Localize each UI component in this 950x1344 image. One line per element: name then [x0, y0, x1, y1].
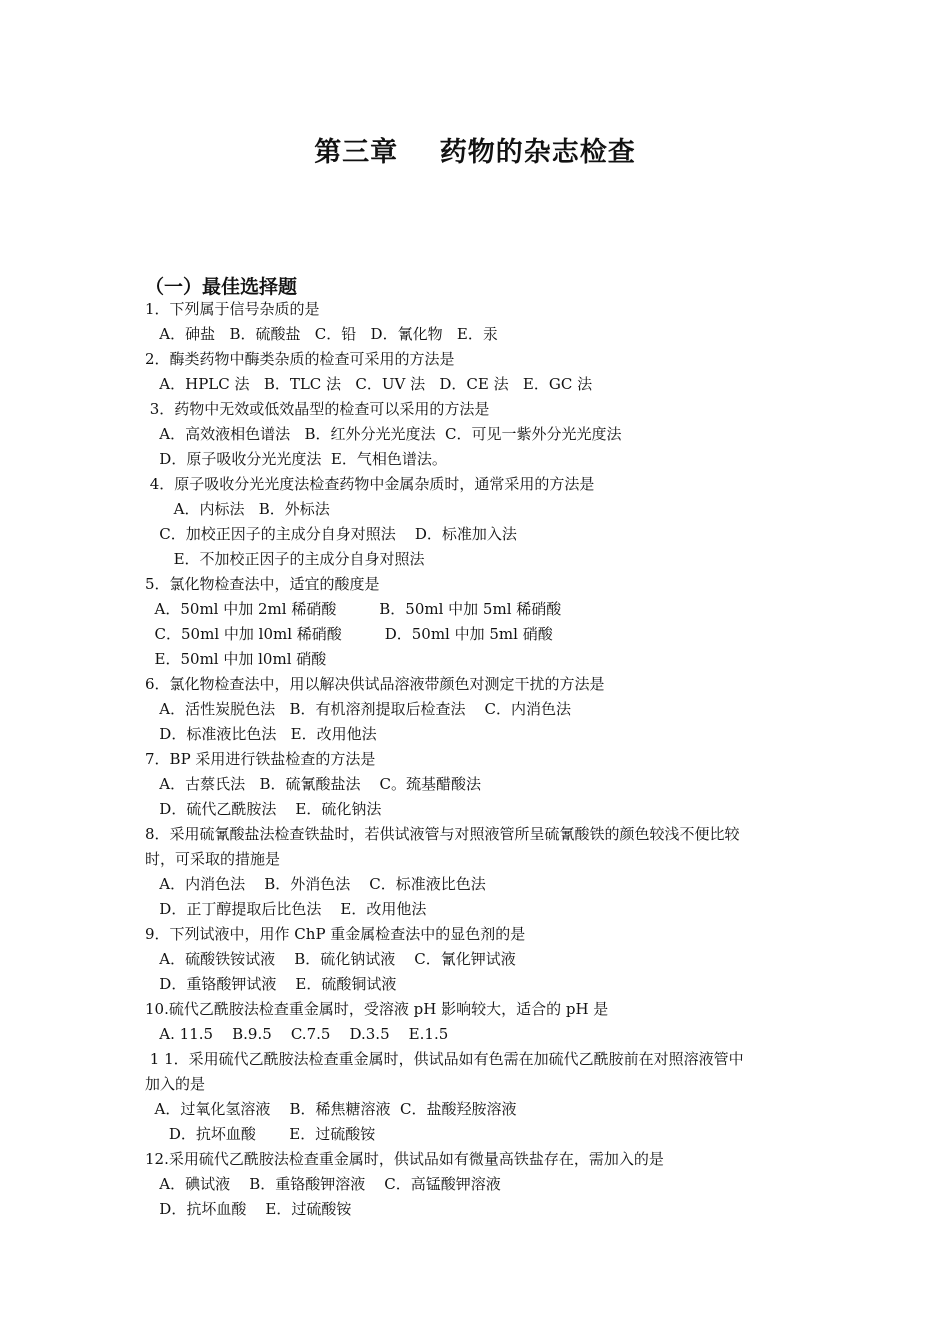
question-stem: 10.硫代乙酰胺法检查重金属时，受溶液 pH 影响较大，适合的 pH 是: [145, 1000, 609, 1018]
question-item: [145, 397, 810, 472]
option-line: A．活性炭脱色法 B．有机溶剂提取后检查法 C．内消色法: [145, 700, 572, 718]
question-stem-continued: 时，可采取的措施是: [145, 850, 281, 868]
question-stem: 1．下列属于信号杂质的是: [145, 300, 320, 318]
option-line: A．硫酸铁铵试液 B．硫化钠试液 C．氰化钾试液: [145, 950, 516, 968]
option-line: D．重铬酸钾试液 E．硫酸铜试液: [145, 975, 397, 993]
option-line: E．50ml 中加 l0ml 硝酸: [145, 650, 327, 668]
option-line: A．过氧化氢溶液 B．稀焦糖溶液 C．盐酸羟胺溶液: [145, 1100, 517, 1118]
question-stem: 2．酶类药物中酶类杂质的检查可采用的方法是: [145, 350, 455, 368]
option-line: C．加校正因子的主成分自身对照法 D．标准加入法: [145, 525, 517, 543]
option-line: A．50ml 中加 2ml 稀硝酸 B．50ml 中加 5ml 稀硝酸: [145, 600, 562, 618]
option-line: A．内标法 B．外标法: [145, 500, 330, 518]
option-line: A．碘试液 B．重铬酸钾溶液 C．高锰酸钾溶液: [145, 1175, 501, 1193]
question-item: [145, 997, 810, 1047]
question-stem: 8．采用硫氰酸盐法检查铁盐时，若供试液管与对照液管所呈硫氰酸铁的颜色较浅不便比较: [145, 825, 740, 843]
option-line: D．标准液比色法 E．改用他法: [145, 725, 377, 743]
option-line: A．高效液相色谱法 B．红外分光光度法 C．可见一紫外分光光度法: [145, 425, 622, 443]
question-item: [145, 297, 810, 347]
section-heading: （一）最佳选择题: [145, 276, 298, 298]
question-item: [145, 822, 810, 922]
question-list: [145, 297, 810, 1222]
option-line: D．原子吸收分光光度法 E．气相色谱法。: [145, 450, 447, 468]
question-stem-continued: 加入的是: [145, 1075, 206, 1093]
option-line: A．砷盐 B．硫酸盐 C．铅 D．氰化物 E．汞: [145, 325, 498, 343]
question-item: [145, 1047, 810, 1147]
question-stem: 7．BP 采用进行铁盐检查的方法是: [145, 750, 376, 768]
question-stem: 12.采用硫代乙酰胺法检查重金属时，供试品如有微量高铁盐存在，需加入的是: [145, 1150, 664, 1168]
option-line: E．不加校正因子的主成分自身对照法: [145, 550, 425, 568]
option-line: A. 11.5 B.9.5 C.7.5 D.3.5 E.1.5: [145, 1025, 449, 1043]
option-line: A．古蔡氏法 B．硫氰酸盐法 C。巯基醋酸法: [145, 775, 482, 793]
page-title: 第三章 药物的杂志检查: [314, 137, 636, 168]
question-stem: 3．药物中无效或低效晶型的检查可以采用的方法是: [145, 400, 490, 418]
option-line: A．内消色法 B．外消色法 C．标准液比色法: [145, 875, 486, 893]
question-item: [145, 1147, 810, 1222]
question-stem: 5．氯化物检查法中，适宜的酸度是: [145, 575, 380, 593]
option-line: D．正丁醇提取后比色法 E．改用他法: [145, 900, 427, 918]
option-line: D．硫代乙酰胺法 E．硫化钠法: [145, 800, 382, 818]
question-item: [145, 922, 810, 997]
question-item: [145, 347, 810, 397]
question-stem: 9．下列试液中，用作 ChP 重金属检查法中的显色剂的是: [145, 925, 526, 943]
question-item: [145, 747, 810, 822]
question-item: [145, 572, 810, 672]
option-line: D．抗坏血酸 E．过硫酸铵: [145, 1200, 352, 1218]
question-stem: 6．氯化物检查法中，用以解决供试品溶液带颜色对测定干扰的方法是: [145, 675, 605, 693]
option-line: A．HPLC 法 B．TLC 法 C．UV 法 D．CE 法 E．GC 法: [145, 375, 593, 393]
question-item: [145, 672, 810, 747]
question-stem: 1 1．采用硫代乙酰胺法检查重金属时，供试品如有色需在加硫代乙酰胺前在对照溶液管中: [145, 1050, 744, 1068]
option-line: D．抗坏血酸 E．过硫酸铵: [145, 1125, 376, 1143]
option-line: C．50ml 中加 l0ml 稀硝酸 D．50ml 中加 5ml 硝酸: [145, 625, 553, 643]
question-stem: 4．原子吸收分光光度法检查药物中金属杂质时，通常采用的方法是: [145, 475, 595, 493]
question-item: [145, 472, 810, 572]
